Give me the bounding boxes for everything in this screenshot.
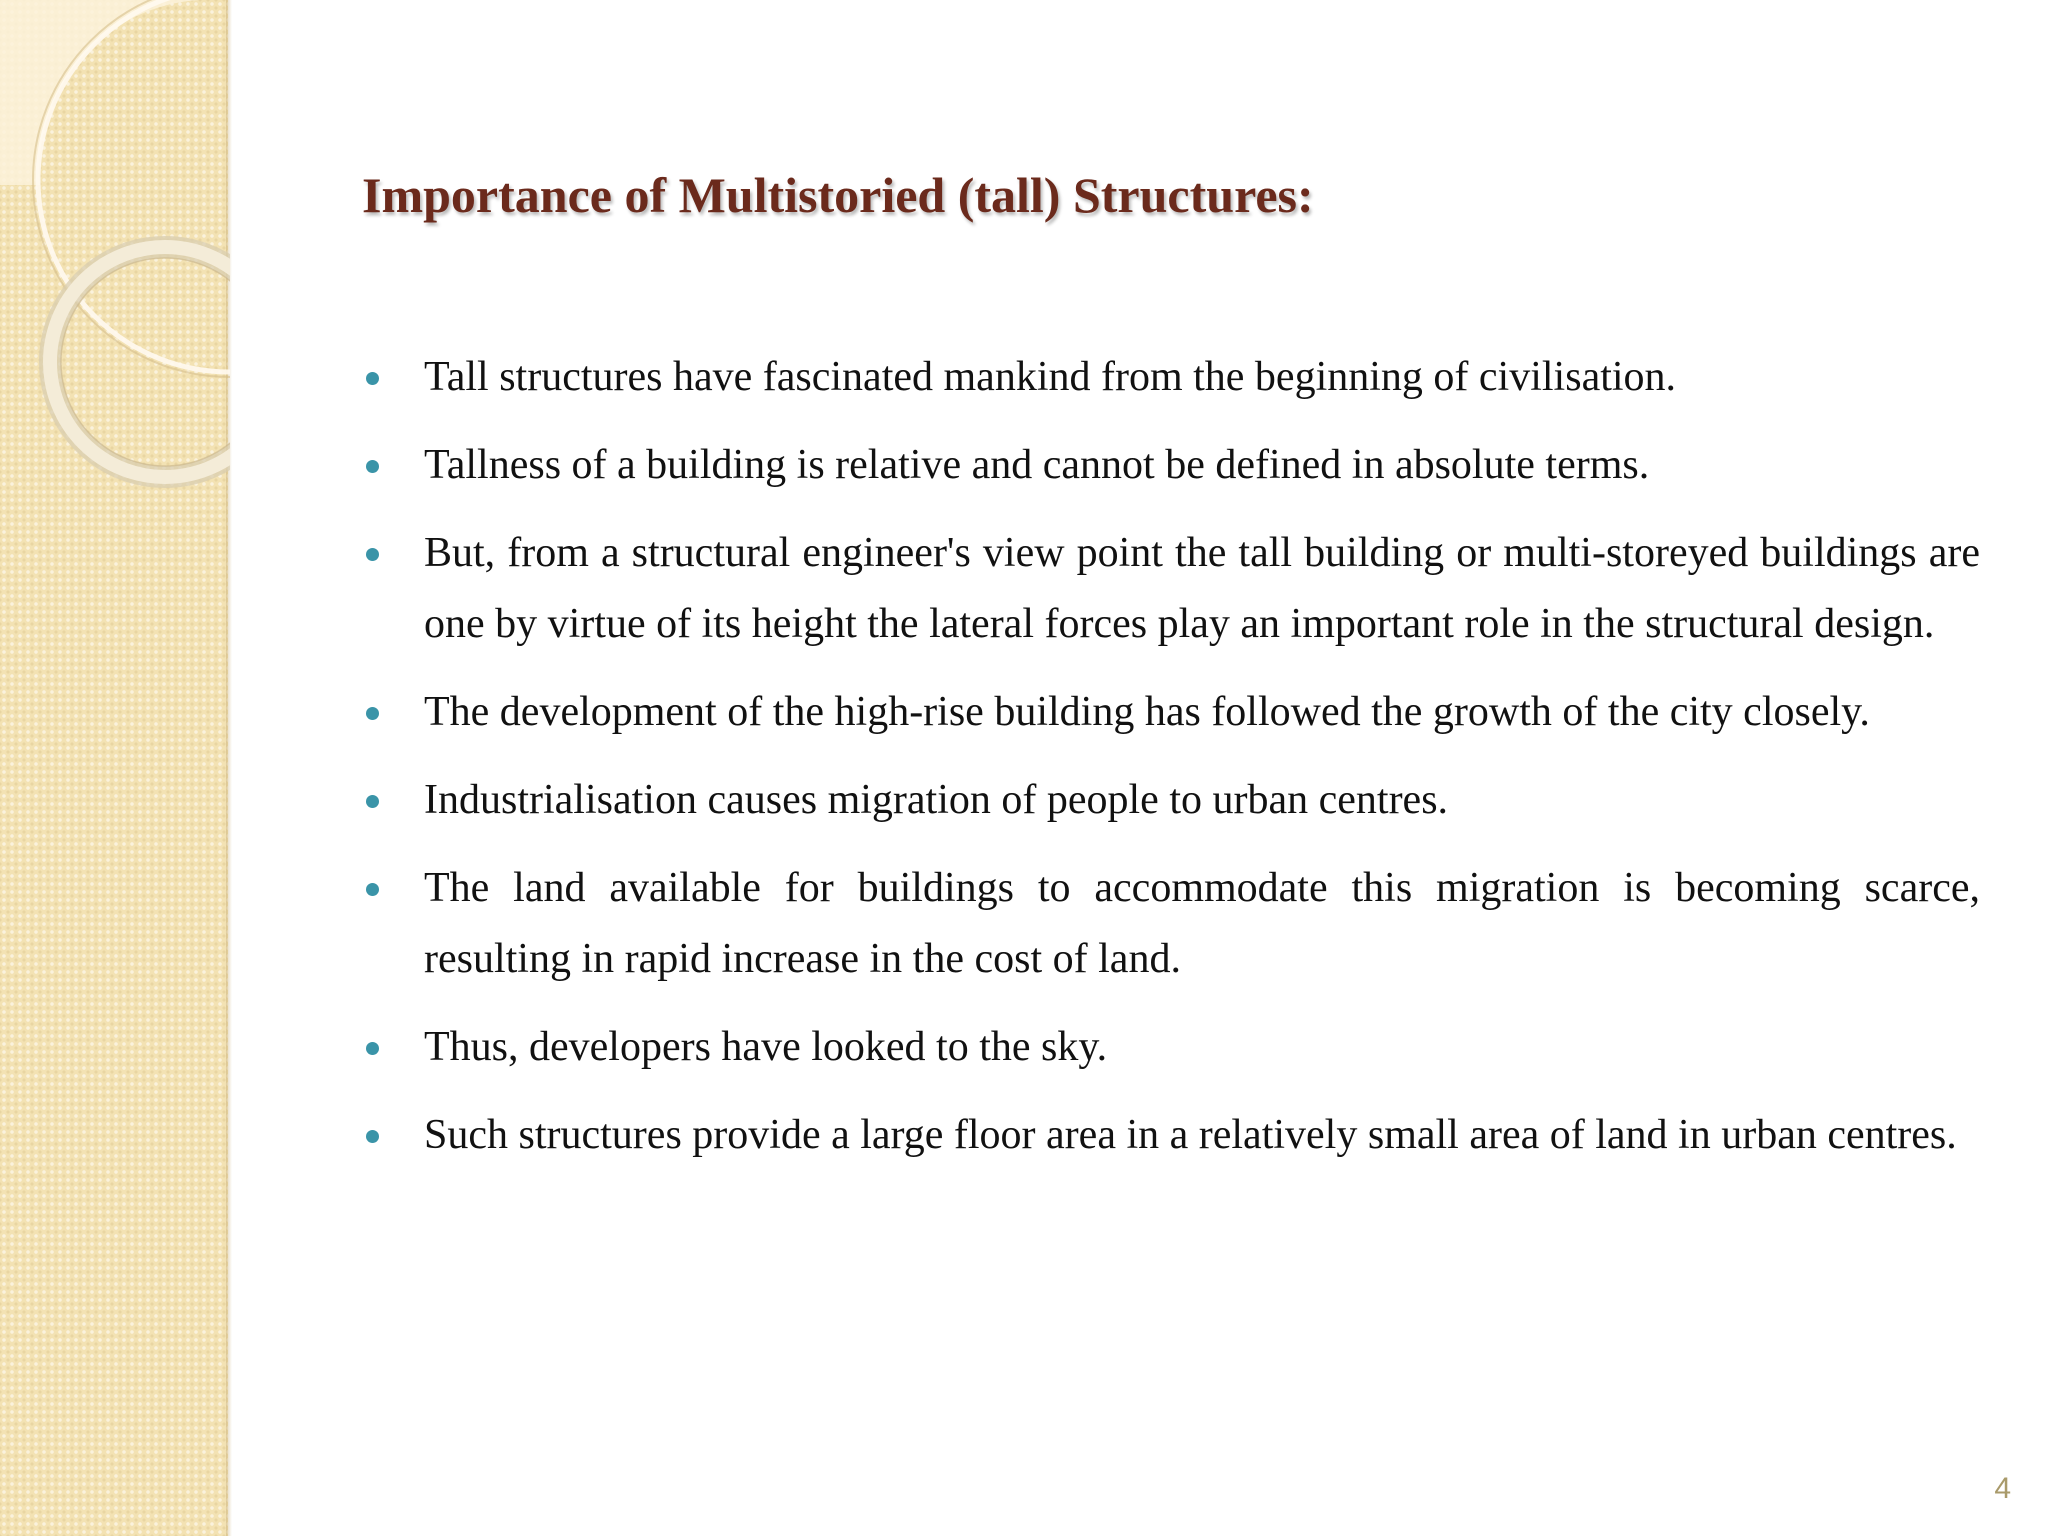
bullet-dot-icon	[366, 707, 379, 720]
bullet-text: Tall structures have fascinated mankind from the beginning of civilisation.	[424, 354, 1677, 400]
bullet-dot-icon	[366, 795, 379, 808]
slide-title: Importance of Multistoried (tall) Structures:	[362, 167, 1314, 223]
bullet-text: But, from a structural engineer's view point the tall building or multi-storeyed buildings are one by virtue of its height the lateral forces play an important role in the structural design.	[424, 530, 1980, 647]
bullet-list	[362, 342, 1980, 1188]
page-number: 4	[1994, 1472, 2011, 1505]
bullet-text: The land available for buildings to accommodate this migration is becoming scarce, resulting in rapid increase in the cost of land.	[424, 865, 1980, 982]
bullet-dot-icon	[366, 883, 379, 896]
bullet-text: Tallness of a building is relative and cannot be defined in absolute terms.	[424, 442, 1650, 488]
bullet-item	[362, 1012, 1980, 1083]
bullet-dot-icon	[366, 460, 379, 473]
bullet-text: Such structures provide a large floor area in a relatively small area of land in urban centres.	[424, 1112, 1957, 1158]
bullet-text: Industrialisation causes migration of people to urban centres.	[424, 777, 1449, 823]
bullet-item	[362, 342, 1980, 413]
bullet-item	[362, 765, 1980, 836]
bullet-dot-icon	[366, 1042, 379, 1055]
bullet-item	[362, 853, 1980, 995]
bullet-text: Thus, developers have looked to the sky.	[424, 1024, 1108, 1070]
bullet-item	[362, 677, 1980, 748]
decorative-circles-graphic	[0, 0, 232, 520]
bullet-dot-icon	[366, 548, 379, 561]
bullet-dot-icon	[366, 372, 379, 385]
bullet-item	[362, 1100, 1980, 1171]
bullet-item	[362, 430, 1980, 501]
bullet-item	[362, 518, 1980, 660]
bullet-dot-icon	[366, 1130, 379, 1143]
bullet-text: The development of the high-rise building has followed the growth of the city closely.	[424, 689, 1870, 735]
